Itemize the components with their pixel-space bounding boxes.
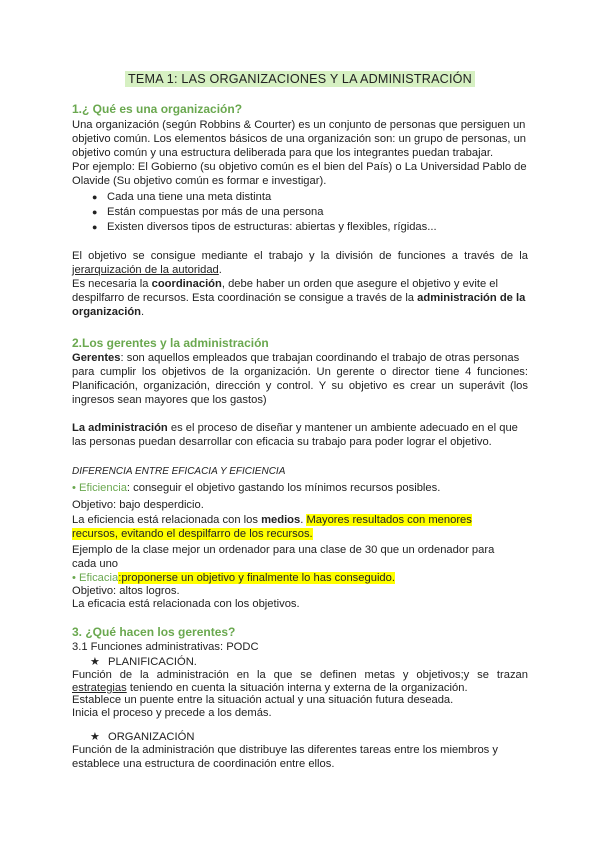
paragraph-line: Función de la administración en la que se definen metas y objetivos;y se trazan	[72, 669, 528, 681]
page-title: TEMA 1: LAS ORGANIZACIONES Y LA ADMINISTRACIÓN	[0, 72, 600, 86]
paragraph-line: Objetivo: altos logros.	[72, 585, 180, 597]
paragraph-line: objetivo común. Los elementos básicos de una organización son: un grupo de personas, un	[72, 133, 527, 145]
paragraph-line: Inicia el proceso y precede a los demás.	[72, 707, 272, 719]
paragraph-line: objetivo común y una estructura deliberada para que los integrantes puedan trabajar.	[72, 147, 494, 159]
paragraph-line: Por ejemplo: El Gobierno (su objetivo común es el bien del País) o La Universidad Pablo de	[72, 161, 527, 173]
subsection-label: DIFERENCIA ENTRE EFICACIA Y EFICIENCIA	[72, 466, 286, 477]
paragraph-line: La administración es el proceso de diseñar y mantener un ambiente adecuado en el que	[72, 422, 518, 434]
paragraph-line: Una organización (según Robbins & Courter) es un conjunto de personas que persiguen un	[72, 119, 526, 131]
bullet-dot: ●	[92, 222, 98, 232]
bullet-dot: ●	[92, 192, 98, 202]
list-item: Están compuestas por más de una persona	[107, 206, 324, 218]
paragraph-line: Objetivo: bajo desperdicio.	[72, 499, 204, 511]
paragraph-line: despilfarro de recursos. Esta coordinación se consigue a través de la administración de la	[72, 292, 526, 304]
paragraph-line: Es necesaria la coordinación, debe haber un orden que asegure el objetivo y evite el	[72, 278, 499, 290]
paragraph-line: estrategias teniendo en cuenta la situación interna y externa de la organización.	[72, 682, 468, 694]
paragraph-line: Olavide (Su objetivo común es formar e investigar).	[72, 175, 327, 187]
section-heading-que-hacen: 3. ¿Qué hacen los gerentes?	[72, 625, 236, 639]
paragraph-line: ingresos sean mayores que los gastos)	[72, 394, 267, 406]
star-icon: ★	[90, 731, 101, 743]
paragraph-line: establece una estructura de coordinación entre ellos.	[72, 758, 335, 770]
paragraph-line: recursos, evitando el despilfarro de los recursos.	[72, 528, 313, 540]
paragraph-line: las personas puedan desarrollar con eficacia su trabajo para poder lograr el objetivo.	[72, 436, 492, 448]
paragraph-line: La eficiencia está relacionada con los medios. Mayores resultados con menores	[72, 514, 472, 526]
paragraph-line: El objetivo se consigue mediante el trabajo y la división de funciones a través de la	[72, 250, 528, 262]
list-item: Existen diversos tipos de estructuras: abiertas y flexibles, rígidas...	[107, 221, 437, 233]
paragraph-line: Función de la administración que distribuye las diferentes tareas entre los miembros y	[72, 744, 498, 756]
paragraph-line: Planificación, organización, dirección y control. Y su objetivo es crear un superávit (los	[72, 380, 528, 392]
list-item: Cada una tiene una meta distinta	[107, 191, 272, 203]
paragraph-line: jerarquización de la autoridad.	[72, 264, 222, 276]
paragraph-line: Gerentes: son aquellos empleados que trabajan coordinando el trabajo de otras personas	[72, 352, 520, 364]
star-icon: ★	[90, 656, 101, 668]
paragraph-line: • Eficacia:proponerse un objetivo y finalmente lo has conseguido.	[72, 572, 395, 584]
section-heading-organizacion: 1.¿ Qué es una organización?	[72, 102, 243, 116]
paragraph-line: Ejemplo de la clase mejor un ordenador para una clase de 30 que un ordenador para	[72, 544, 495, 556]
section-heading-gerentes: 2.Los gerentes y la administración	[72, 336, 269, 350]
paragraph-line: para cumplir los objetivos de la organización. Un gerente o director tiene 4 funciones:	[72, 366, 528, 378]
paragraph-line: • Eficiencia: conseguir el objetivo gastando los mínimos recursos posibles.	[72, 482, 441, 494]
paragraph-line: organización.	[72, 306, 145, 318]
function-title: PLANIFICACIÓN.	[108, 656, 197, 668]
paragraph-line: La eficacia está relacionada con los objetivos.	[72, 598, 300, 610]
bullet-dot: ●	[92, 207, 98, 217]
paragraph-line: Establece un puente entre la situación actual y una situación futura deseada.	[72, 694, 454, 706]
paragraph-line: 3.1 Funciones administrativas: PODC	[72, 641, 259, 653]
function-title: ORGANIZACIÓN	[108, 731, 195, 743]
paragraph-line: cada uno	[72, 558, 119, 570]
